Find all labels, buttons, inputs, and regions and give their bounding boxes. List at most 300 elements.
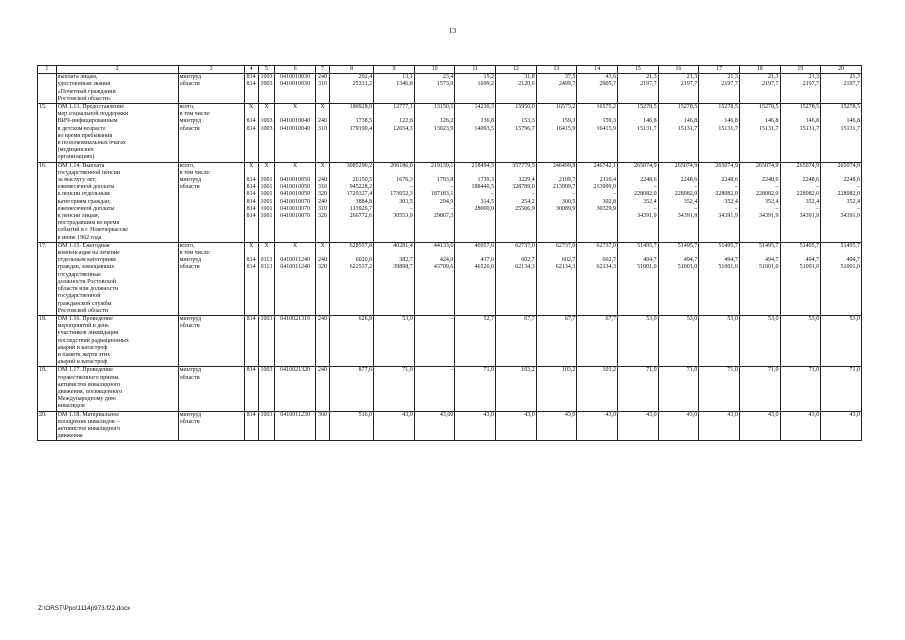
amount-cell — [455, 411, 496, 441]
name-line: к пенсии лицам, — [57, 213, 100, 220]
amount-cell — [780, 162, 821, 242]
amount-cell — [496, 162, 537, 242]
line-value: 814 — [246, 118, 256, 125]
spacer — [578, 250, 616, 257]
total-value: 628557,8 — [349, 242, 373, 249]
spacer — [497, 111, 535, 118]
line-value: – — [450, 205, 454, 212]
line-value: 352,4 — [643, 198, 657, 205]
amount-cell — [780, 242, 821, 315]
name-line: в июне 1962 года — [57, 234, 102, 241]
line-value: 1001 — [260, 191, 273, 198]
line-value: 240 — [318, 74, 328, 81]
code-cell — [315, 162, 329, 242]
table-row — [38, 411, 862, 441]
line-value: – — [531, 191, 535, 198]
line-value: 240 — [318, 257, 328, 264]
line-value: 173652,3 — [390, 191, 413, 198]
amount-cell — [414, 242, 455, 315]
line-value: 814 — [246, 315, 256, 322]
total-value: 62737,0 — [555, 242, 576, 249]
line-value: 814 — [246, 411, 256, 418]
executor-line: минтруд — [179, 118, 202, 125]
line-value: 52,7 — [483, 315, 495, 322]
code-cell — [315, 315, 329, 366]
name-line: должности Ростовской — [57, 278, 116, 285]
line-value: 1003 — [260, 411, 273, 418]
line-value: 494,7 — [805, 257, 820, 264]
line-value: 2248,6 — [640, 177, 657, 184]
line-value: 0410010070 — [280, 213, 311, 220]
line-value: 228082,0 — [756, 191, 779, 198]
code-cell — [258, 104, 274, 163]
amount-cell — [821, 315, 862, 366]
line-value: 254,2 — [521, 198, 535, 205]
spacer — [416, 170, 454, 177]
line-value: 15796,7 — [515, 125, 535, 132]
column-number: 13 — [536, 66, 577, 74]
amount-cell — [455, 162, 496, 242]
total-value: 40281,4 — [393, 242, 413, 249]
line-value: 228082,0 — [796, 191, 820, 198]
amount-cell — [739, 242, 780, 315]
line-value: 228082,0 — [674, 191, 698, 198]
line-value: 494,7 — [724, 257, 738, 264]
amount-cell — [699, 104, 740, 163]
line-value — [456, 213, 494, 220]
line-value: 15131,7 — [677, 125, 698, 132]
line-value: 153,3 — [521, 118, 535, 125]
spacer — [660, 111, 698, 118]
total-value: 15278,5 — [637, 104, 657, 111]
line-value — [578, 213, 616, 220]
spacer — [456, 111, 494, 118]
amount-cell — [330, 74, 374, 104]
code-cell — [258, 242, 274, 315]
amount-cell — [496, 315, 537, 366]
line-value: 814 — [246, 367, 256, 374]
amount-cell — [617, 367, 658, 411]
spacer — [700, 250, 738, 257]
amount-cell — [536, 162, 577, 242]
name-line: к пенсии отдельным — [57, 191, 110, 198]
name-line: участников ликвидации — [57, 330, 119, 337]
line-value: 320 — [318, 191, 328, 198]
name-line: Ростовской области — [57, 307, 109, 314]
line-value: 1001 — [260, 198, 273, 205]
line-value: 71,0 — [686, 367, 698, 374]
amount-cell — [780, 367, 821, 411]
line-value: 240 — [318, 198, 328, 205]
spacer — [260, 250, 273, 257]
measure-name — [56, 315, 178, 366]
row-number: 18. — [38, 315, 57, 366]
spacer — [375, 170, 413, 177]
line-value: 13023,9 — [433, 125, 454, 132]
line-value: 71,0 — [402, 367, 413, 374]
line-value: 34391,9 — [637, 213, 657, 220]
line-value: 21,3 — [808, 74, 820, 81]
line-value: 1001 — [260, 213, 273, 220]
amount-cell — [330, 367, 374, 411]
line-value: 16415,9 — [555, 125, 576, 132]
spacer — [782, 111, 820, 118]
total-value: 51495,7 — [637, 242, 657, 249]
spacer — [497, 170, 535, 177]
line-value: 1738,5 — [355, 118, 373, 125]
code-cell — [244, 411, 258, 441]
line-value — [538, 213, 576, 220]
line-value: 1676,3 — [396, 177, 413, 184]
name-line: выплата лицам, — [57, 74, 98, 81]
code-cell — [258, 162, 274, 242]
line-value: 43,6 — [605, 74, 616, 81]
line-value: 814 — [246, 264, 256, 271]
amount-cell — [496, 104, 537, 163]
line-value: 187183,1 — [430, 191, 454, 198]
line-value: 29867,3 — [433, 213, 454, 220]
name-line: и памяти жертв этих — [57, 351, 111, 358]
executor-line: минтруд — [179, 367, 202, 374]
line-value: 2197,7 — [680, 81, 698, 88]
name-line: гражданской службы — [57, 300, 112, 307]
amount-cell — [617, 162, 658, 242]
spacer — [317, 250, 328, 257]
line-value: 382,7 — [399, 257, 413, 264]
line-value: 437,6 — [480, 257, 495, 264]
amount-cell — [330, 242, 374, 315]
total-value: X — [320, 242, 325, 249]
spacer — [456, 170, 494, 177]
line-value: 15131,7 — [799, 125, 820, 132]
line-value: 23,4 — [442, 74, 454, 81]
line-value: 814 — [246, 177, 256, 184]
amount-cell — [496, 367, 537, 411]
name-line: ОМ 1.17. Проведение — [57, 367, 113, 374]
name-line: организациях) — [57, 154, 95, 161]
total-value: 14230,3 — [474, 104, 495, 111]
spacer — [578, 111, 616, 118]
code-cell — [258, 74, 274, 104]
name-line: государственные — [57, 271, 101, 278]
line-value: 2248,6 — [680, 177, 698, 184]
line-value: 43,0 — [483, 411, 495, 418]
line-value: 494,7 — [846, 257, 860, 264]
amount-cell — [699, 162, 740, 242]
spacer — [782, 170, 820, 177]
total-value: 16575,2 — [555, 104, 576, 111]
line-value: – — [409, 205, 413, 212]
name-line: во время пребывания — [57, 132, 113, 139]
total-label-line: всего, — [179, 104, 195, 111]
line-value: 146,8 — [683, 118, 698, 125]
line-value: 15131,7 — [840, 125, 860, 132]
line-value: 2197,7 — [843, 81, 860, 88]
amount-cell — [739, 162, 780, 242]
line-value: 328789,0 — [512, 184, 535, 191]
line-value: 814 — [246, 125, 256, 132]
line-value: – — [450, 315, 454, 322]
line-value: 1001 — [260, 205, 273, 212]
line-value: 122,8 — [399, 118, 413, 125]
code-cell — [244, 104, 258, 163]
amount-cell — [821, 104, 862, 163]
line-value: 1003 — [260, 74, 273, 81]
line-value: 53,0 — [686, 315, 698, 322]
line-value: 0113 — [260, 257, 273, 264]
line-value: – — [694, 205, 698, 212]
name-line: мероприятий в день — [57, 323, 109, 330]
line-value: 240 — [318, 177, 328, 184]
line-value: 814 — [246, 191, 256, 198]
total-label-line: в том числе: — [179, 169, 211, 176]
line-value: 1739,3 — [477, 177, 495, 184]
name-line: за выслугу лет; — [57, 177, 97, 184]
line-value: 43,0 — [564, 411, 576, 418]
line-value: 159,3 — [561, 118, 576, 125]
line-value: 0113 — [260, 264, 273, 271]
line-value: – — [857, 205, 860, 212]
code-cell — [244, 74, 258, 104]
total-value: 62737,0 — [596, 242, 616, 249]
spacer — [276, 250, 314, 257]
executor-line: области — [179, 374, 200, 381]
total-value: 15278,5 — [718, 104, 738, 111]
executor-line: минтруд — [179, 257, 202, 264]
line-value: 71,0 — [646, 367, 657, 374]
spacer — [700, 111, 738, 118]
column-number: 1 — [38, 66, 57, 74]
amount-cell — [536, 367, 577, 411]
line-value: – — [409, 184, 413, 191]
line-value: 3229,4 — [518, 177, 535, 184]
line-value: 1793,8 — [436, 177, 454, 184]
name-line: в позоокомиальных очагах — [57, 140, 126, 147]
line-value: 15131,7 — [718, 125, 738, 132]
amount-cell — [536, 104, 577, 163]
line-value: 43,0 — [686, 411, 698, 418]
amount-cell — [374, 411, 415, 441]
column-number: 3 — [178, 66, 244, 74]
total-value: X — [264, 162, 269, 169]
amount-cell — [577, 411, 618, 441]
amount-cell — [699, 315, 740, 366]
line-value: 303,5 — [399, 198, 413, 205]
line-value: 43,0 — [849, 411, 860, 418]
line-value: 494,7 — [643, 257, 657, 264]
code-cell — [275, 315, 316, 366]
line-value: – — [734, 184, 738, 191]
amount-cell — [780, 104, 821, 163]
line-value: 2197,7 — [802, 81, 820, 88]
spacer — [619, 250, 657, 257]
column-number-row — [38, 66, 862, 74]
amount-cell — [739, 367, 780, 411]
name-line: государственной пенсии — [57, 169, 121, 176]
executor-line: области — [179, 125, 200, 132]
name-line: ОМ 1.14. Выплата — [57, 162, 105, 169]
amount-cell — [414, 74, 455, 104]
line-value: 320 — [318, 264, 328, 271]
name-line: аварий и катастроф — [57, 344, 108, 351]
amount-cell — [658, 411, 699, 441]
line-value: 6020,6 — [355, 257, 373, 264]
line-value: 0410010050 — [280, 184, 311, 191]
row-number: 17. — [38, 242, 57, 315]
total-value: 62737,0 — [515, 242, 535, 249]
name-line: Ростовской области» — [57, 95, 112, 102]
line-value: – — [775, 184, 779, 191]
line-value: 103,2 — [521, 367, 535, 374]
line-value: 51001,0 — [840, 264, 860, 271]
line-value: 814 — [246, 257, 256, 264]
total-value: X — [320, 162, 325, 169]
line-value: 240 — [318, 315, 328, 322]
line-value: 2197,7 — [762, 81, 779, 88]
total-value: 265074,9 — [837, 162, 860, 169]
executor — [178, 104, 244, 163]
line-value: 0410010070 — [280, 205, 311, 212]
spacer — [276, 170, 314, 177]
amount-cell — [374, 104, 415, 163]
line-value: 352,4 — [846, 198, 860, 205]
line-value: 113926,7 — [349, 205, 373, 212]
line-value: 814 — [246, 198, 256, 205]
line-value: 2248,6 — [843, 177, 860, 184]
spacer — [276, 111, 314, 118]
amount-cell — [414, 315, 455, 366]
executor — [178, 315, 244, 366]
line-value: 3884,8 — [355, 198, 373, 205]
amount-cell — [658, 367, 699, 411]
line-value: 62134,3 — [515, 264, 535, 271]
name-line: государственной — [57, 293, 101, 300]
total-value: 265074,9 — [756, 162, 779, 169]
line-value: – — [653, 184, 657, 191]
line-value: 602,7 — [521, 257, 535, 264]
line-value: 71,0 — [768, 367, 779, 374]
line-value: 51001,0 — [718, 264, 738, 271]
line-value: 2248,6 — [802, 177, 820, 184]
code-cell — [258, 367, 274, 411]
total-value: 51495,7 — [799, 242, 820, 249]
line-value: 1001 — [260, 177, 273, 184]
line-value: 53,0 — [646, 315, 657, 322]
amount-cell — [374, 242, 415, 315]
name-line: пострадавшим во время — [57, 220, 120, 227]
amount-cell — [699, 367, 740, 411]
line-value: 21,3 — [727, 74, 738, 81]
executor-line: области — [179, 264, 200, 271]
code-cell — [244, 315, 258, 366]
line-value: 602,7 — [602, 257, 616, 264]
amount-cell — [496, 411, 537, 441]
line-value: 71,0 — [808, 367, 820, 374]
line-value: 814 — [246, 74, 256, 81]
line-value: 213999,0 — [593, 184, 616, 191]
spacer — [331, 170, 372, 177]
line-value: 62134,3 — [555, 264, 576, 271]
total-label-line: в том числе: — [179, 111, 211, 118]
line-value: – — [734, 205, 738, 212]
name-line: в детском возрасте — [57, 125, 106, 132]
line-value: 352,4 — [765, 198, 779, 205]
line-value: 314,5 — [480, 198, 495, 205]
amount-cell — [330, 104, 374, 163]
line-value: 51001,0 — [637, 264, 657, 271]
line-value: – — [491, 191, 495, 198]
line-value: 1003 — [260, 81, 273, 88]
amount-cell — [699, 74, 740, 104]
name-line: ОМ 1.13. Предоставление — [57, 104, 124, 111]
column-number: 7 — [315, 66, 329, 74]
amount-cell — [739, 104, 780, 163]
row-number: 20. — [38, 411, 57, 441]
line-value: 103,2 — [561, 367, 576, 374]
line-value: 14093,5 — [474, 125, 495, 132]
line-value: 2905,7 — [599, 81, 616, 88]
code-cell — [258, 411, 274, 441]
executor-line: минтруд — [179, 74, 202, 81]
total-value: 265074,9 — [634, 162, 657, 169]
total-value: 15950,0 — [515, 104, 535, 111]
line-value: 146,8 — [805, 118, 820, 125]
spacer — [700, 170, 738, 177]
total-value: 206186,0 — [390, 162, 413, 169]
amount-cell — [577, 315, 618, 366]
line-value: 0410011230 — [280, 411, 310, 418]
total-value: 16575,2 — [596, 104, 616, 111]
amount-cell — [617, 315, 658, 366]
amount-cell — [577, 367, 618, 411]
name-line: ОМ 1.15. Ежегодная — [57, 242, 110, 249]
line-value: 13,1 — [402, 74, 413, 81]
amount-cell — [821, 367, 862, 411]
code-cell — [315, 411, 329, 441]
spacer — [822, 170, 860, 177]
line-value: 16415,9 — [596, 125, 616, 132]
line-value: 21,3 — [849, 74, 860, 81]
spacer — [331, 111, 372, 118]
table-row — [38, 74, 862, 104]
name-line: ВИЧ-инфицированным — [57, 118, 118, 125]
line-value: 1003 — [260, 125, 273, 132]
line-value: 26150,5 — [352, 177, 373, 184]
code-cell — [315, 367, 329, 411]
name-line: событий в г. Новочеркасске — [57, 227, 128, 234]
line-value: 0410010050 — [280, 191, 311, 198]
measure-name — [56, 74, 178, 104]
name-line: поощрение инвалидов – — [57, 418, 120, 425]
executor-line: области — [179, 81, 200, 88]
amount-cell — [374, 315, 415, 366]
spacer — [497, 250, 535, 257]
name-line: движения, посвященного — [57, 388, 123, 395]
spacer — [456, 250, 494, 257]
total-value: 44133,6 — [433, 242, 454, 249]
line-value: 622537,2 — [349, 264, 373, 271]
amount-cell — [658, 242, 699, 315]
line-value: – — [775, 205, 779, 212]
line-value: 188440,5 — [471, 184, 495, 191]
amount-cell — [330, 411, 374, 441]
column-number: 4 — [244, 66, 258, 74]
code-cell — [315, 74, 329, 104]
line-value: 0410010050 — [280, 177, 311, 184]
line-value: 310 — [318, 205, 328, 212]
line-value: 0410011240 — [280, 257, 310, 264]
column-number: 15 — [617, 66, 658, 74]
